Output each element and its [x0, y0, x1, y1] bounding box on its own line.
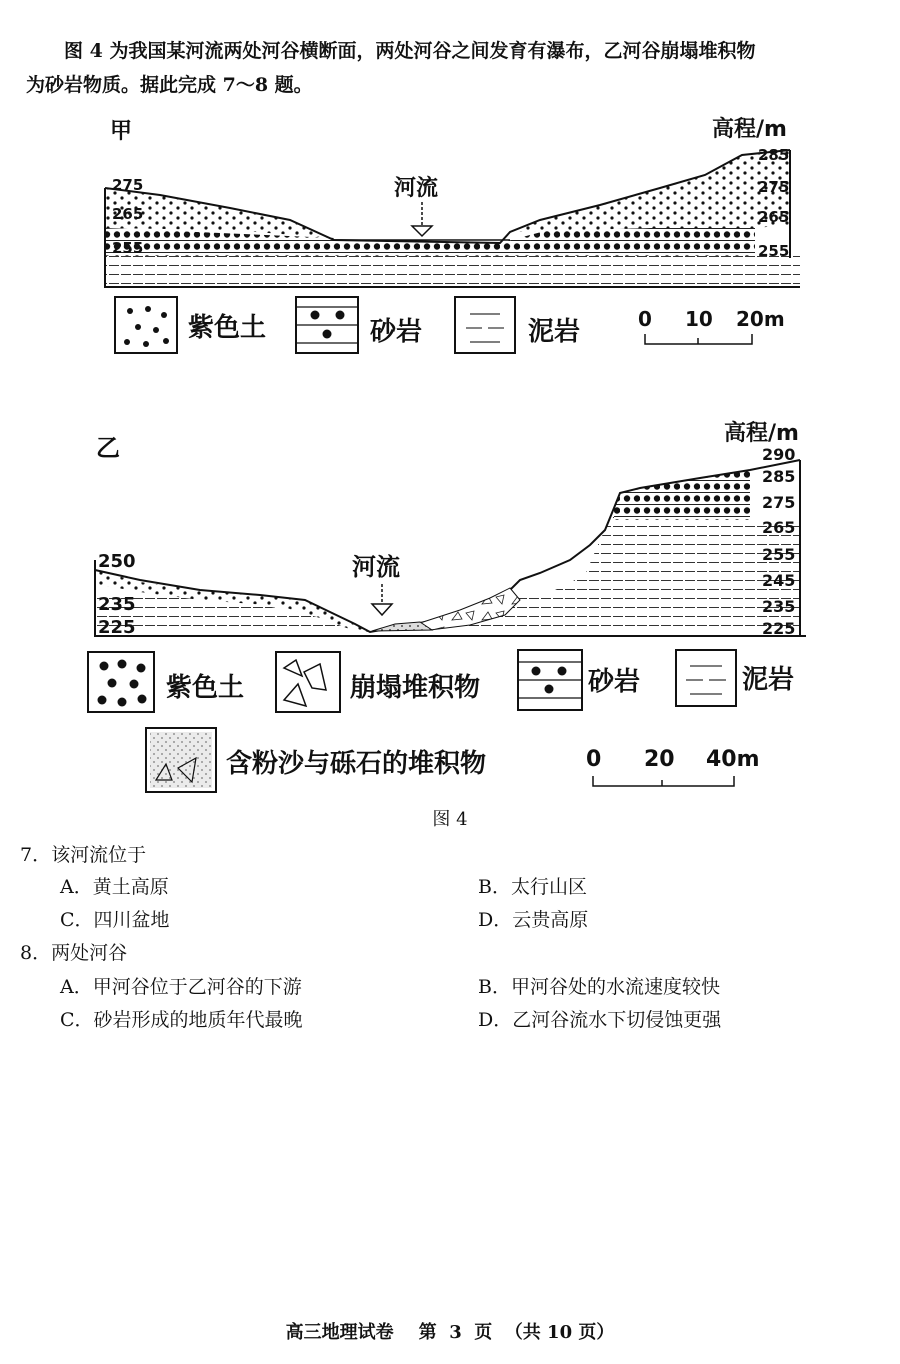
yi-water-level-icon: [372, 604, 392, 615]
yi-river-label: 河流: [352, 553, 400, 581]
jia-river-label: 河流: [394, 176, 439, 201]
jia-legend-mudstone-swatch: [455, 297, 515, 353]
q7-option-d: D．云贵高原: [478, 909, 589, 931]
jia-legend-soil-label: 紫色土: [188, 313, 267, 343]
q8-option-c: C．砂岩形成的地质年代最晚: [60, 1009, 303, 1031]
footer-page-number: 第 3 页 （共 10 页）: [418, 1322, 615, 1343]
tick-label: 250: [98, 551, 136, 572]
q8-option-d: D．乙河谷流水下切侵蚀更强: [478, 1009, 722, 1031]
jia-scale-bar: [638, 307, 785, 344]
tick-label: 255: [762, 545, 796, 564]
tick-label: 275: [758, 178, 790, 196]
figure-caption: 图 4: [432, 809, 468, 830]
yi-scale-bar: [586, 747, 760, 786]
yi-sandstone: [614, 470, 750, 520]
question-8-stem: 8．两处河谷: [20, 942, 128, 964]
tick-label: 235: [98, 594, 136, 615]
page-footer: [0, 1318, 900, 1344]
scale-label: 0: [638, 307, 652, 331]
jia-mudstone: [105, 252, 800, 287]
profile-yi: [88, 420, 806, 792]
footer-title: 高三地理试卷: [285, 1322, 394, 1343]
yi-legend-sandstone-label: 砂岩: [588, 667, 641, 697]
yi-elev-title: 高程/m: [724, 421, 799, 446]
q8-option-b: B．甲河谷处的水流速度较快: [478, 976, 720, 998]
tick-label: 235: [762, 597, 796, 616]
tick-label: 265: [762, 518, 796, 537]
yi-legend-soil-label: 紫色土: [166, 673, 245, 703]
jia-legend-mudstone-label: 泥岩: [528, 317, 581, 347]
tick-label: 275: [112, 176, 144, 194]
yi-label: 乙: [96, 434, 120, 462]
q7-option-c: C．四川盆地: [60, 909, 170, 931]
scale-label: 40m: [706, 747, 760, 772]
scale-label: 0: [586, 747, 602, 772]
q8-option-a: A．甲河谷位于乙河谷的下游: [60, 976, 302, 998]
scale-label: 20: [644, 747, 675, 772]
jia-elev-title: 高程/m: [712, 117, 787, 142]
yi-legend-mudstone-swatch: [676, 650, 736, 706]
tick-label: 255: [758, 242, 790, 260]
tick-label: 225: [98, 617, 136, 638]
tick-label: 265: [112, 205, 144, 223]
yi-legend-silt-label: 含粉沙与砾石的堆积物: [226, 749, 487, 779]
tick-label: 290: [762, 445, 796, 464]
jia-legend-sandstone-label: 砂岩: [370, 317, 423, 347]
yi-legend-debris-swatch: [276, 652, 340, 712]
intro-line-1: 图 4 为我国某河流两处河谷横断面，两处河谷之间发育有瀑布，乙河谷崩塌堆积物: [64, 40, 756, 62]
tick-label: 225: [762, 619, 796, 638]
yi-legend-debris-label: 崩塌堆积物: [350, 673, 481, 703]
yi-left-ticks: [98, 551, 136, 638]
question-7-stem: 7．该河流位于: [20, 844, 147, 866]
tick-label: 245: [762, 571, 796, 590]
tick-label: 285: [758, 146, 790, 164]
scale-label: 20m: [736, 307, 785, 331]
jia-water-level-icon: [412, 226, 432, 236]
tick-label: 255: [112, 239, 144, 257]
profile-jia: [105, 116, 800, 353]
tick-label: 285: [762, 467, 796, 486]
q7-option-a: A．黄土高原: [60, 876, 169, 898]
q7-option-b: B．太行山区: [478, 876, 587, 898]
jia-left-ticks: [112, 176, 143, 257]
jia-label: 甲: [110, 119, 133, 144]
intro-line-2: 为砂岩物质。据此完成 7～8 题。: [26, 74, 313, 96]
scale-label: 10: [685, 307, 713, 331]
tick-label: 265: [758, 208, 790, 226]
tick-label: 275: [762, 493, 796, 512]
yi-legend-mudstone-label: 泥岩: [742, 665, 795, 695]
